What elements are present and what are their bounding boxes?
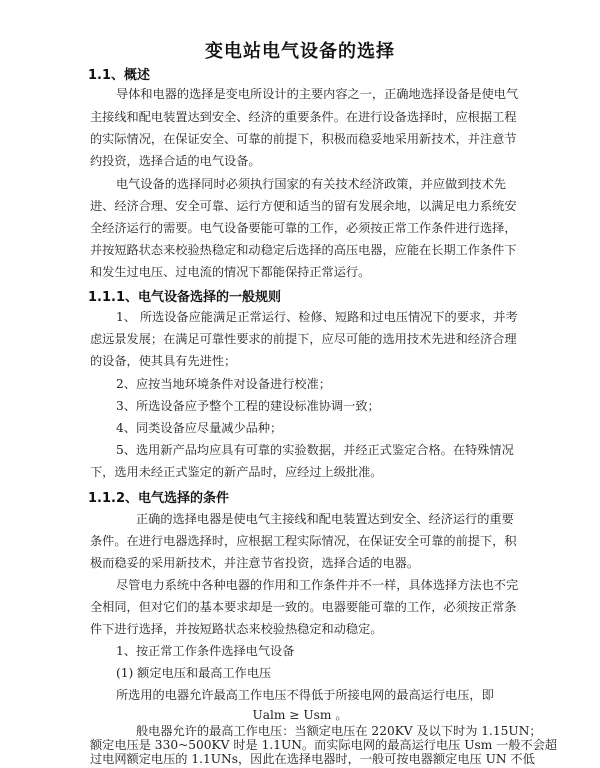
rule-line: 1、 所选设备应能满足正常运行、检修、短路和过电压情况下的要求，并考	[116, 310, 518, 324]
paragraph-line: 进、经济合理、安全可靠、运行方便和适当的留有发展余地，以满足电力系统安	[90, 199, 517, 213]
paragraph-line: 主接线和配电装置达到安全、经济的重要条件。在进行设备选择时，应根据工程	[90, 110, 517, 124]
paragraph-line: 极而稳妥的采用新技术，并注意节省投资，选择合适的电器。	[90, 556, 420, 570]
rule-line: 下，选用未经正式鉴定的新产品时，应经过上级批准。	[90, 465, 383, 479]
paragraph-line: 约投资，选择合适的电气设备。	[90, 154, 261, 168]
section-heading-general-rules: 1.1.1、电气设备选择的一般规则	[88, 290, 282, 305]
rule-line: 2、应按当地环境条件对设备进行校准；	[116, 377, 331, 391]
rule-line: 5、选用新产品均应具有可靠的实验数据，并经正式鉴定合格。在特殊情况	[116, 443, 514, 457]
list-item: 1、按正常工作条件选择电气设备	[116, 644, 295, 658]
paragraph-line: 额定电压是 330~500KV 时是 1.1UN。而实际电网的最高运行电压 Usm 一般不会超	[90, 738, 558, 752]
paragraph-line: 全相同，但对它们的基本要求却是一致的。电器要能可靠的工作，必须按正常条	[90, 600, 517, 614]
paragraph-line: 般电器允许的最高工作电压：当额定电压在 220KV 及以下时为 1.15UN；	[136, 724, 542, 738]
section-heading-overview: 1.1、概述	[88, 68, 151, 83]
paragraph-line: 导体和电器的选择是变电所设计的主要内容之一，正确地选择设备是使电气	[116, 87, 519, 101]
list-subitem: (1) 额定电压和最高工作电压	[116, 666, 272, 680]
paragraph-line: 件下进行选择，并按短路状态来校验热稳定和动稳定。	[90, 622, 383, 636]
paragraph-line: 全经济运行的需要。电气设备要能可靠的工作，必须按正常工作条件进行选择，	[90, 221, 517, 235]
rule-line: 虑远景发展；在满足可靠性要求的前提下，应尽可能的选用技术先进和经济合理	[90, 332, 517, 346]
paragraph-line: 正确的选择电器是使电气主接线和配电装置达到安全、经济运行的重要	[136, 512, 514, 526]
formula: Ualm ≥ Usm 。	[252, 708, 348, 722]
paragraph-line: 并按短路状态来校验热稳定和动稳定后选择的高压电器，应能在长期工作条件下	[90, 243, 517, 257]
rule-line: 的设备，使其具有先进性；	[90, 354, 237, 368]
paragraph-line: 所选用的电器允许最高工作电压不得低于所接电网的最高运行电压，即	[116, 688, 494, 702]
rule-line: 4、同类设备应尽量减少品种；	[116, 421, 283, 435]
paragraph-line: 电气设备的选择同时必须执行国家的有关技术经济政策，并应做到技术先	[116, 177, 506, 191]
section-heading-conditions: 1.1.2、电气选择的条件	[88, 491, 230, 506]
paragraph-line: 过电网额定电压的 1.1UNs，因此在选择电器时，一般可按电器额定电压 UN 不低	[90, 752, 535, 766]
page-title: 变电站电气设备的选择	[205, 41, 395, 62]
rule-line: 3、所选设备应予整个工程的建设标准协调一致；	[116, 399, 380, 413]
paragraph-line: 尽管电力系统中各种电器的作用和工作条件并不一样，具体选择方法也不完	[116, 578, 519, 592]
paragraph-line: 条件。在进行电器选择时，应根据工程实际情况，在保证安全可靠的前提下，积	[90, 534, 517, 548]
paragraph-line: 和发生过电压、过电流的情况下都能保持正常运行。	[90, 265, 371, 279]
paragraph-line: 的实际情况，在保证安全、可靠的前提下，积极而稳妥地采用新技术，并注意节	[90, 132, 517, 146]
